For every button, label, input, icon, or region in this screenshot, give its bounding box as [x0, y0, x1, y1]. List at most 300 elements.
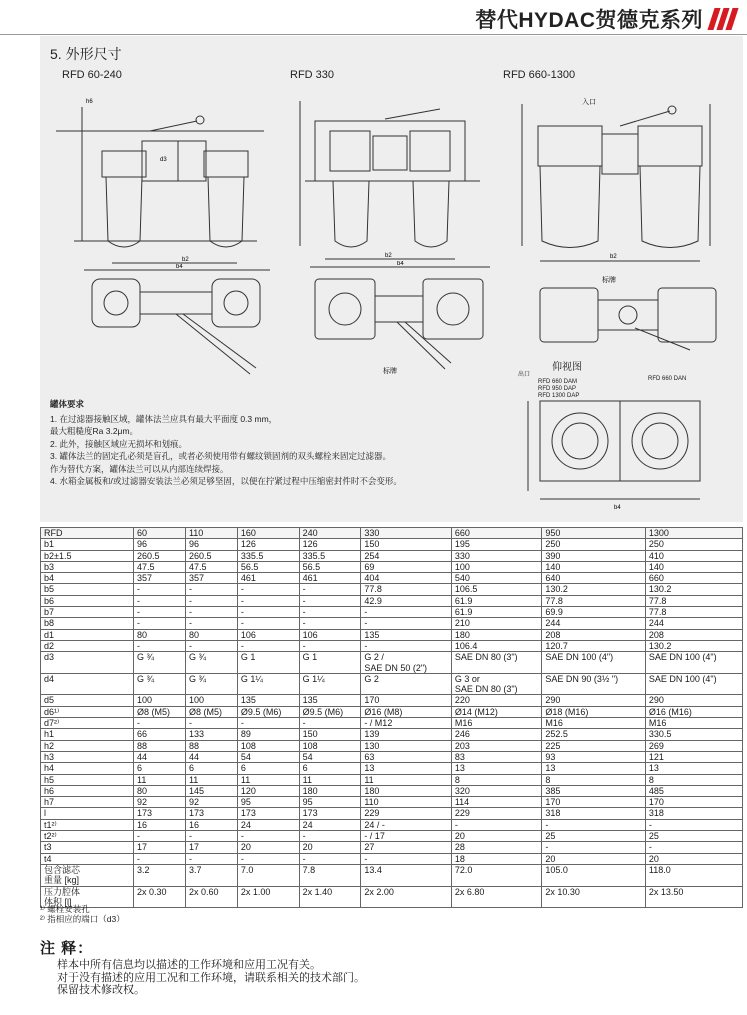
table-cell: 330.5 [645, 729, 742, 740]
table-cell: 244 [542, 618, 646, 629]
brand-title: 替代HYDAC贺德克系列 [475, 9, 703, 32]
table-row [41, 618, 743, 629]
table-cell: G 3 or SAE DN 80 (3") [451, 673, 542, 695]
requirement-item: 1. 在过滤器接触区域，罐体法兰应具有最大平面度 0.3 mm， [50, 413, 278, 424]
variant-right-label: RFD 660 DAN [648, 376, 687, 382]
table-cell: 25 [645, 831, 742, 842]
table-cell: 25 [542, 831, 646, 842]
table-cell: 3.2 [134, 864, 186, 886]
table-cell: 13 [542, 763, 646, 774]
table-cell: 173 [237, 808, 299, 819]
table-cell: 2x 1.00 [237, 886, 299, 908]
table-row [41, 751, 743, 762]
table-cell: - [645, 842, 742, 853]
table-cell: 173 [134, 808, 186, 819]
table-cell: 145 [185, 785, 237, 796]
table-cell: 410 [645, 550, 742, 561]
table-cell: 180 [299, 785, 361, 796]
table-cell: - [299, 618, 361, 629]
table-row [41, 718, 743, 729]
table-cell: 47.5 [134, 561, 186, 572]
table-cell: - [299, 607, 361, 618]
table-row-label: h3 [41, 751, 134, 762]
table-cell: 106 [237, 629, 299, 640]
table-cell: G ¾ [134, 673, 186, 695]
table-cell: 7.8 [299, 864, 361, 886]
view-label-rfd-330: RFD 330 [290, 69, 335, 81]
table-cell: 246 [451, 729, 542, 740]
table-cell: 3.7 [185, 864, 237, 886]
table-cell: 13.4 [361, 864, 452, 886]
table-cell: M16 [542, 718, 646, 729]
table-cell: 20 [299, 842, 361, 853]
table-cell: 660 [645, 573, 742, 584]
table-row-label: t2²⁾ [41, 831, 134, 842]
footnote: ¹⁾ 螺栓安装孔 [40, 904, 90, 914]
table-cell: Ø9.5 (M6) [299, 706, 361, 717]
table-row [41, 561, 743, 572]
rfd-60-240-top-drawing [80, 264, 280, 384]
tank-requirements [50, 398, 470, 488]
inlet-label: 入口 [582, 98, 596, 106]
table-row [41, 607, 743, 618]
brand-header [475, 4, 735, 34]
table-cell: 229 [361, 808, 452, 819]
notes-title: 注 释： [40, 940, 94, 957]
requirement-item: 3. 罐体法兰的固定孔必须是盲孔，或者必须使用带有螺纹锁固剂的双头螺栓来固定过滤器。 [50, 451, 391, 461]
table-cell: - [134, 584, 186, 595]
table-cell: 320 [451, 785, 542, 796]
rfd-660-1300-front-drawing [510, 96, 725, 266]
table-footnotes [40, 904, 125, 924]
table-cell: 88 [185, 740, 237, 751]
table-cell: 135 [361, 629, 452, 640]
table-cell: G 1 [299, 652, 361, 674]
table-cell: 13 [645, 763, 742, 774]
table-cell: 92 [134, 797, 186, 808]
table-cell: 260.5 [134, 550, 186, 561]
table-cell: - [134, 718, 186, 729]
table-cell: 250 [542, 539, 646, 550]
table-cell: 54 [299, 751, 361, 762]
svg-text:b2: b2 [385, 253, 392, 259]
table-row [41, 629, 743, 640]
table-cell: Ø16 (M8) [361, 706, 452, 717]
section-title: 5. 外形尺寸 [50, 46, 122, 62]
table-cell: 60 [134, 528, 186, 539]
table-row [41, 539, 743, 550]
table-cell: 2x 10.30 [542, 886, 646, 908]
table-row [41, 595, 743, 606]
table-cell: 56.5 [299, 561, 361, 572]
table-cell: Ø18 (M16) [542, 706, 646, 717]
table-cell: 88 [134, 740, 186, 751]
table-cell: - [299, 584, 361, 595]
table-row [41, 785, 743, 796]
table-row [41, 550, 743, 561]
table-cell: 106.4 [451, 640, 542, 651]
table-cell: 106.5 [451, 584, 542, 595]
table-row [41, 729, 743, 740]
table-cell: - [237, 584, 299, 595]
table-row [41, 706, 743, 717]
table-cell: 254 [361, 550, 452, 561]
table-cell: 42.9 [361, 595, 452, 606]
table-cell: 130.2 [645, 640, 742, 651]
table-cell: G 2 / SAE DN 50 (2") [361, 652, 452, 674]
table-row-label: b2±1.5 [41, 550, 134, 561]
table-row [41, 797, 743, 808]
table-cell: G ¾ [185, 652, 237, 674]
table-cell: 290 [542, 695, 646, 706]
table-cell: 140 [645, 561, 742, 572]
table-cell: G 1¼ [237, 673, 299, 695]
table-cell: 95 [299, 797, 361, 808]
table-cell: 61.9 [451, 607, 542, 618]
table-cell: 96 [134, 539, 186, 550]
table-cell: G ¾ [185, 673, 237, 695]
table-cell: 66 [134, 729, 186, 740]
table-row [41, 819, 743, 830]
table-cell: 8 [645, 774, 742, 785]
table-row [41, 853, 743, 864]
table-cell: - [134, 595, 186, 606]
table-cell: 330 [451, 550, 542, 561]
table-cell: 390 [542, 550, 646, 561]
table-cell: 540 [451, 573, 542, 584]
table-cell: 56.5 [237, 561, 299, 572]
table-cell: 69 [361, 561, 452, 572]
note-line: 样本中所有信息均以描述的工作环境和应用工况有关。 [57, 959, 321, 971]
table-cell: 11 [185, 774, 237, 785]
table-row [41, 774, 743, 785]
table-row-label: t4 [41, 853, 134, 864]
requirements-title: 罐体要求 [50, 399, 85, 409]
table-cell: 2x 1.40 [299, 886, 361, 908]
table-row [41, 740, 743, 751]
table-row [41, 763, 743, 774]
table-cell: 83 [451, 751, 542, 762]
table-cell: 13 [451, 763, 542, 774]
table-row-label: d7²⁾ [41, 718, 134, 729]
table-cell: 110 [185, 528, 237, 539]
table-cell: 63 [361, 751, 452, 762]
table-cell: 195 [451, 539, 542, 550]
table-cell: 44 [134, 751, 186, 762]
table-cell: - [237, 607, 299, 618]
table-row [41, 652, 743, 674]
table-cell: 139 [361, 729, 452, 740]
table-cell: 24 / - [361, 819, 452, 830]
table-row [41, 808, 743, 819]
table-cell: 150 [361, 539, 452, 550]
table-cell: 220 [451, 695, 542, 706]
table-row-label: h4 [41, 763, 134, 774]
svg-text:b4: b4 [614, 505, 621, 511]
table-row-label: d3 [41, 652, 134, 674]
table-cell: 120.7 [542, 640, 646, 651]
table-cell: 330 [361, 528, 452, 539]
table-row-label: t3 [41, 842, 134, 853]
table-cell: 640 [542, 573, 646, 584]
table-cell: 203 [451, 740, 542, 751]
table-cell: - [185, 618, 237, 629]
table-cell: 170 [645, 797, 742, 808]
table-cell: - [542, 819, 646, 830]
table-cell: 404 [361, 573, 452, 584]
table-cell: 11 [299, 774, 361, 785]
table-cell: 318 [645, 808, 742, 819]
table-cell: - [185, 831, 237, 842]
table-cell: 2x 0.30 [134, 886, 186, 908]
table-cell: 240 [299, 528, 361, 539]
table-cell: 2x 2.00 [361, 886, 452, 908]
table-row [41, 573, 743, 584]
table-cell: 20 [645, 853, 742, 864]
table-row-label: h2 [41, 740, 134, 751]
rfd-330-top-drawing [305, 261, 500, 376]
rfd-660-1300-top-drawing [530, 268, 730, 353]
svg-text:h6: h6 [86, 99, 93, 105]
table-cell: 89 [237, 729, 299, 740]
table-cell: - [645, 819, 742, 830]
footnote: ²⁾ 指相应的端口（d3） [40, 914, 125, 924]
table-cell: 335.5 [299, 550, 361, 561]
table-cell: SAE DN 90 (3½ ") [542, 673, 646, 695]
table-cell: - [237, 595, 299, 606]
table-cell: 77.8 [361, 584, 452, 595]
table-cell: 110 [361, 797, 452, 808]
table-cell: 24 [299, 819, 361, 830]
table-cell: 130 [361, 740, 452, 751]
table-cell: 130.2 [542, 584, 646, 595]
plate-label-330: 标牌 [383, 367, 397, 375]
table-cell: 160 [237, 528, 299, 539]
table-cell: 17 [134, 842, 186, 853]
table-cell: 114 [451, 797, 542, 808]
table-cell: 6 [299, 763, 361, 774]
table-cell: - [299, 853, 361, 864]
table-row [41, 842, 743, 853]
table-cell: 6 [185, 763, 237, 774]
table-row-label: RFD [41, 528, 134, 539]
table-row-label: d5 [41, 695, 134, 706]
table-cell: 461 [237, 573, 299, 584]
table-row-label: b4 [41, 573, 134, 584]
table-cell: 385 [542, 785, 646, 796]
table-cell: 461 [299, 573, 361, 584]
table-cell: - [361, 640, 452, 651]
table-cell: 2x 0.60 [185, 886, 237, 908]
table-cell: 77.8 [645, 607, 742, 618]
table-cell: 72.0 [451, 864, 542, 886]
table-cell: 318 [542, 808, 646, 819]
table-cell: 260.5 [185, 550, 237, 561]
table-cell: - [361, 618, 452, 629]
table-cell: - [185, 640, 237, 651]
table-row [41, 584, 743, 595]
table-row-label: b3 [41, 561, 134, 572]
table-row-label: b1 [41, 539, 134, 550]
table-cell: 120 [237, 785, 299, 796]
header-divider [0, 34, 747, 35]
table-cell: 252.5 [542, 729, 646, 740]
table-cell: - [185, 607, 237, 618]
requirement-item: 最大粗糙度Ra 3.2μm。 [50, 426, 139, 436]
svg-text:b4: b4 [176, 264, 183, 270]
table-cell: 126 [237, 539, 299, 550]
table-cell: 77.8 [645, 595, 742, 606]
table-cell: - [185, 595, 237, 606]
table-cell: - [299, 718, 361, 729]
svg-text:b2: b2 [182, 257, 189, 263]
table-cell: 118.0 [645, 864, 742, 886]
table-cell: 96 [185, 539, 237, 550]
table-row-label: d2 [41, 640, 134, 651]
table-cell: 660 [451, 528, 542, 539]
table-cell: Ø14 (M12) [451, 706, 542, 717]
table-cell: 44 [185, 751, 237, 762]
table-row-label: b8 [41, 618, 134, 629]
table-cell: 170 [542, 797, 646, 808]
bottom-view-label: 仰视图 [552, 362, 582, 373]
view-label-rfd-60-240: RFD 60-240 [62, 69, 122, 81]
table-cell: 950 [542, 528, 646, 539]
table-cell: 2x 13.50 [645, 886, 742, 908]
note-line: 对于没有描述的应用工况和工作环境，请联系相关的技术部门。 [57, 971, 365, 984]
table-cell: 100 [451, 561, 542, 572]
table-cell: 108 [237, 740, 299, 751]
table-cell: - [185, 718, 237, 729]
requirement-item: 2. 此外，接触区域应无损坏和划痕。 [50, 438, 187, 449]
table-cell: G 1¼ [299, 673, 361, 695]
table-cell: 16 [185, 819, 237, 830]
table-cell: 150 [299, 729, 361, 740]
table-cell: 69.9 [542, 607, 646, 618]
table-row-label: h7 [41, 797, 134, 808]
table-cell: 208 [542, 629, 646, 640]
table-cell: 80 [185, 629, 237, 640]
table-cell: 108 [299, 740, 361, 751]
table-row-label: l [41, 808, 134, 819]
dimensions-table [40, 527, 743, 908]
table-row-label: d4 [41, 673, 134, 695]
table-cell: 173 [185, 808, 237, 819]
table-row [41, 864, 743, 886]
table-cell: - [237, 640, 299, 651]
table-cell: 106 [299, 629, 361, 640]
table-cell: 6 [237, 763, 299, 774]
table-cell: - [361, 853, 452, 864]
table-cell: 95 [237, 797, 299, 808]
table-cell: - [185, 853, 237, 864]
table-cell: - [237, 718, 299, 729]
table-cell: 27 [361, 842, 452, 853]
table-cell: 16 [134, 819, 186, 830]
table-cell: 80 [134, 785, 186, 796]
table-cell: - [134, 618, 186, 629]
table-cell: 180 [361, 785, 452, 796]
table-cell: 135 [299, 695, 361, 706]
table-cell: 173 [299, 808, 361, 819]
rfd-660-1300-bottom-drawing [510, 391, 725, 511]
svg-text:b4: b4 [397, 261, 404, 267]
table-cell: 170 [361, 695, 452, 706]
table-cell: Ø8 (M5) [134, 706, 186, 717]
table-cell: Ø16 (M16) [645, 706, 742, 717]
table-cell: 225 [542, 740, 646, 751]
requirement-item: 4. 水箱金属板和/或过滤器安装法兰必须足够坚固，以便在拧紧过程中压缩密封件时不会变形。 [50, 476, 402, 486]
table-header-row [41, 528, 743, 539]
table-cell: 18 [451, 853, 542, 864]
table-cell: SAE DN 100 (4") [542, 652, 646, 674]
table-cell: 92 [185, 797, 237, 808]
table-row-label: d1 [41, 629, 134, 640]
table-cell: M16 [645, 718, 742, 729]
table-cell: M16 [451, 718, 542, 729]
table-cell: 54 [237, 751, 299, 762]
table-cell: 11 [361, 774, 452, 785]
table-cell: - [299, 595, 361, 606]
table-cell: 229 [451, 808, 542, 819]
table-cell: 135 [237, 695, 299, 706]
table-cell: 2x 6.80 [451, 886, 542, 908]
table-cell: Ø9.5 (M6) [237, 706, 299, 717]
table-cell: - [542, 842, 646, 853]
table-cell: G 2 [361, 673, 452, 695]
requirement-item: 作为替代方案，罐体法兰可以从内部连续焊接。 [50, 463, 229, 474]
table-cell: SAE DN 100 (4") [645, 652, 742, 674]
outlet-label: 出口 [518, 372, 531, 378]
table-cell: 93 [542, 751, 646, 762]
table-row-label: t1²⁾ [41, 819, 134, 830]
table-cell: - [134, 853, 186, 864]
table-cell: - [237, 853, 299, 864]
table-cell: 130.2 [645, 584, 742, 595]
table-cell: - [237, 831, 299, 842]
table-cell: - / 17 [361, 831, 452, 842]
table-cell: 11 [134, 774, 186, 785]
table-row-label: b7 [41, 607, 134, 618]
table-cell: 250 [645, 539, 742, 550]
table-cell: - / M12 [361, 718, 452, 729]
table-row-label: h5 [41, 774, 134, 785]
table-cell: 17 [185, 842, 237, 853]
table-cell: 20 [237, 842, 299, 853]
table-row-label: 包含滤芯 重量 [kg] [41, 864, 134, 886]
table-cell: 133 [185, 729, 237, 740]
table-cell: 24 [237, 819, 299, 830]
table-cell: - [134, 607, 186, 618]
table-cell: 61.9 [451, 595, 542, 606]
table-cell: SAE DN 100 (4") [645, 673, 742, 695]
table-cell: 105.0 [542, 864, 646, 886]
table-cell: 6 [134, 763, 186, 774]
table-row [41, 695, 743, 706]
table-row-label: h6 [41, 785, 134, 796]
table-cell: 28 [451, 842, 542, 853]
table-row [41, 673, 743, 695]
table-cell: 269 [645, 740, 742, 751]
table-cell: 13 [361, 763, 452, 774]
variant-line: RFD 1300 DAP [538, 393, 580, 399]
drawing-panel [40, 36, 743, 522]
view-label-rfd-660-1300: RFD 660-1300 [503, 69, 576, 81]
table-cell: 47.5 [185, 561, 237, 572]
table-cell: - [299, 831, 361, 842]
table-cell: 7.0 [237, 864, 299, 886]
table-row-label: 压力腔体 体积 [l] [41, 886, 134, 908]
